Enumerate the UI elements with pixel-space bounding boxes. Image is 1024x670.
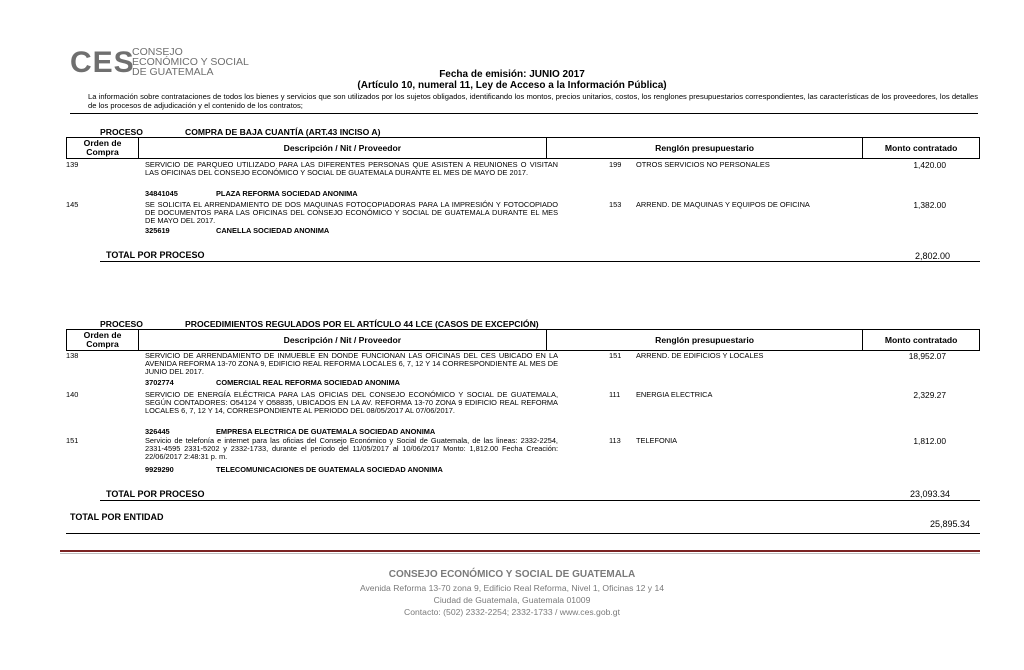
orden-value: 140 xyxy=(66,390,79,399)
monto-value: 1,812.00 xyxy=(913,436,946,446)
section-2-total-label: TOTAL POR PROCESO xyxy=(106,489,205,499)
monto-value: 1,420.00 xyxy=(913,160,946,170)
logo-line-1: CONSEJO xyxy=(132,46,183,58)
renglon-value: TELEFONIA xyxy=(636,436,678,445)
section-1-total-rule xyxy=(100,261,980,262)
col-descripcion: Descripción / Nit / Proveedor xyxy=(139,138,547,159)
table-row xyxy=(66,352,946,392)
section-2-process-name: PROCEDIMIENTOS REGULADOS POR EL ARTÍCULO 44 LCE (CASOS DE EXCEPCIÓN) xyxy=(185,319,539,329)
grand-total-label: TOTAL POR ENTIDAD xyxy=(70,512,164,522)
monto-value: 2,329.27 xyxy=(913,390,946,400)
descripcion-value: Servicio de telefonía e internet para las oficias del Consejo Económico y Social de Guatemala, de las lineas: 2332-2254, 2331-4595 2331-5202 y 2332-1733, durante el periodo del 11/05/2017 al 10/06/2017 Monto: 1,812.00 Fecha Creación: 22/06/2017 2:48:31 p. m. xyxy=(145,436,558,462)
proveedor-value: CANELLA SOCIEDAD ANONIMA xyxy=(216,226,330,235)
col-monto: Monto contratado xyxy=(863,330,980,351)
col-renglon: Renglón presupuestario xyxy=(546,330,863,351)
orden-value: 138 xyxy=(66,351,79,360)
descripcion-value: SERVICIO DE ARRENDAMIENTO DE INMUEBLE EN DONDE FUNCIONAN LAS OFICINAS DEL CES UBICADO EN LA AVENIDA REFORMA 13-70 ZONA 9, EDIFICIO REAL REFORMA LOCALES 6, 7, 12 Y 14 CORRESPONDIENTE AL MES DE JUNIO DEL 2017. xyxy=(145,351,558,377)
proveedor-value: PLAZA REFORMA SOCIEDAD ANONIMA xyxy=(216,189,358,198)
grand-total-amount: 25,895.34 xyxy=(929,519,970,529)
footer-rule xyxy=(60,550,980,552)
section-1-total-label: TOTAL POR PROCESO xyxy=(106,250,205,260)
col-renglon: Renglón presupuestario xyxy=(546,138,863,159)
document-title: Fecha de emisión: JUNIO 2017 xyxy=(439,69,585,80)
renglon-value: OTROS SERVICIOS NO PERSONALES xyxy=(636,160,770,169)
descripcion-value: SERVICIO DE ENERGÍA ELÉCTRICA PARA LAS OFICIAS DEL CONSEJO ECONÓMICO Y SOCIAL DE GUATEMALA, SEGÚN CONTADORES: O54124 Y O58835, UBICADOS EN LA AV. REFORMA 13-70 ZONA 9 EDIFICIO REAL REFORMA LOCALES 6, 7, 12 Y 14, CORRESPONDIENTE AL PERIODO DEL 08/05/2017 AL 07/06/2017. xyxy=(145,390,558,416)
document-subtitle: (Artículo 10, numeral 11, Ley de Acceso a la Información Pública) xyxy=(357,80,667,91)
orden-value: 151 xyxy=(66,436,79,445)
section-1-process-name: COMPRA DE BAJA CUANTÍA (ART.43 INCISO A) xyxy=(185,127,381,137)
table-row xyxy=(66,201,946,239)
footer-org: CONSEJO ECONÓMICO Y SOCIAL DE GUATEMALA xyxy=(388,569,636,580)
orden-value: 145 xyxy=(66,200,79,209)
col-orden: Orden de Compra xyxy=(67,138,139,159)
monto-value: 1,382.00 xyxy=(913,200,946,210)
nit-value: 9929290 xyxy=(145,465,174,474)
renglon-value: ARREND. DE MAQUINAS Y EQUIPOS DE OFICINA xyxy=(636,200,810,209)
renglon-value: ENERGIA ELECTRICA xyxy=(636,390,713,399)
table-row xyxy=(66,391,946,436)
col-descripcion: Descripción / Nit / Proveedor xyxy=(139,330,547,351)
renglon-code: 199 xyxy=(609,160,622,169)
intro-paragraph: La información sobre contrataciones de todos los bienes y servicios que son utilizados por los sujetos obligados, identificando los montos, precios unitarios, costos, los renglones presupuestarios correspondientes, las características de los proveedores, los detalles de los procesos de adjudicación y el contenido de los contratos; xyxy=(88,92,978,110)
orden-value: 139 xyxy=(66,160,79,169)
nit-value: 325619 xyxy=(145,226,170,235)
section-2-process-label: PROCESO xyxy=(100,319,143,329)
col-monto: Monto contratado xyxy=(863,138,980,159)
section-1-total-amount: 2,802.00 xyxy=(914,251,950,261)
footer-city: Ciudad de Guatemala, Guatemala 01009 xyxy=(433,595,591,605)
table-row xyxy=(66,437,946,477)
renglon-code: 153 xyxy=(609,200,622,209)
descripcion-value: SE SOLICITA EL ARRENDAMIENTO DE DOS MAQUINAS FOTOCOPIADORAS PARA LA IMPRESIÓN Y FOTOCOPIADO DE DOCUMENTOS PARA LAS OFICINAS DEL CONSEJO ECONÓMICO Y SOCIAL DE GUATEMALA DURANTE EL MES DE MAYO DEL 2017. xyxy=(145,200,558,226)
logo-abbreviation: CES xyxy=(70,46,135,79)
section-1-process-label: PROCESO xyxy=(100,127,143,137)
descripcion-value: SERVICIO DE PARQUEO UTILIZADO PARA LAS DIFERENTES PERSONAS QUE ASISTEN A REUNIONES O VISITAN LAS OFICINAS DEL CONSEJO ECONÓMICO Y SOCIAL DE GUATEMALA DURANTE EL MES DE MAYO DE 2017. xyxy=(145,160,558,178)
logo-line-3: DE GUATEMALA xyxy=(132,66,214,78)
section-2-total-rule xyxy=(100,500,980,501)
logo-line-2: ECONÓMICO Y SOCIAL xyxy=(132,56,249,68)
footer-rule-shadow xyxy=(60,553,980,554)
footer-address: Avenida Reforma 13-70 zona 9, Edificio Real Reforma, Nivel 1, Oficinas 12 y 14 xyxy=(359,583,665,593)
section-2-header-table xyxy=(66,329,980,351)
col-orden: Orden de Compra xyxy=(67,330,139,351)
footer-contact: Contacto: (502) 2332-2254; 2332-1733 / www.ces.gob.gt xyxy=(404,607,620,617)
section-1-header-table xyxy=(66,137,980,159)
proveedor-value: COMERCIAL REAL REFORMA SOCIEDAD ANONIMA xyxy=(216,378,400,387)
proveedor-value: TELECOMUNICACIONES DE GUATEMALA SOCIEDAD ANONIMA xyxy=(216,465,443,474)
table-row xyxy=(66,161,946,199)
monto-value: 18,952.07 xyxy=(908,351,946,361)
renglon-code: 151 xyxy=(609,351,622,360)
proveedor-value: EMPRESA ELECTRICA DE GUATEMALA SOCIEDAD ANONIMA xyxy=(216,427,436,436)
grand-total-rule xyxy=(66,533,980,534)
nit-value: 34841045 xyxy=(145,189,178,198)
section-2-total-amount: 23,093.34 xyxy=(909,489,950,499)
renglon-code: 111 xyxy=(609,390,621,399)
renglon-code: 113 xyxy=(609,436,621,445)
renglon-value: ARREND. DE EDIFICIOS Y LOCALES xyxy=(636,351,764,360)
nit-value: 3702774 xyxy=(145,378,174,387)
header-rule xyxy=(70,113,978,114)
nit-value: 326445 xyxy=(145,427,170,436)
